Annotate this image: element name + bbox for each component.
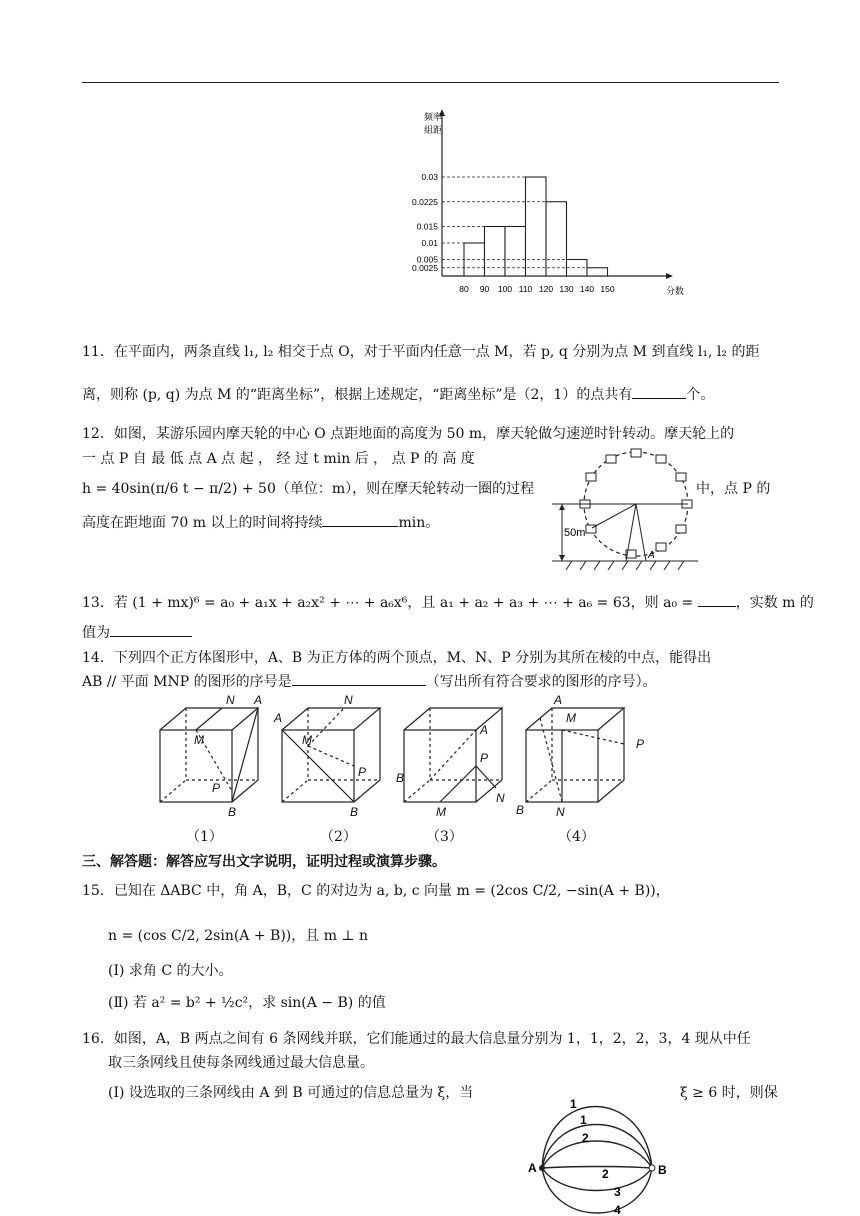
q13-line2-text: 值为	[82, 625, 110, 641]
y-tick-label: 0.03	[421, 172, 438, 182]
svg-text:B: B	[228, 805, 237, 819]
y-tick-label: 0.0025	[412, 262, 438, 273]
cube-caption-4: （4）	[558, 829, 595, 845]
svg-text:P: P	[358, 765, 367, 779]
ferris-wheel-figure	[552, 446, 698, 576]
q13-line1-end: ，实数 m 的	[735, 595, 814, 611]
y-tick-label: 0.005	[416, 254, 438, 265]
svg-text:N: N	[226, 693, 235, 707]
svg-text:B: B	[350, 805, 359, 819]
q15-part2: (Ⅱ) 若 a² = b² + ½c²，求 sin(A − B) 的值	[108, 995, 386, 1011]
wire-label-1a: 1	[570, 1097, 577, 1111]
q12-line4-end: min。	[398, 515, 440, 531]
svg-text:P: P	[212, 781, 221, 795]
svg-text:A: A	[480, 723, 489, 737]
svg-text:B: B	[396, 771, 405, 785]
q14-line2-end: （写出所有符合要求的图形的序号）。	[425, 674, 657, 690]
svg-text:A: A	[554, 693, 563, 707]
wire-label-2a: 2	[582, 1131, 589, 1145]
y-tick-label: 0.0225	[412, 196, 438, 207]
network-figure	[526, 1094, 696, 1216]
q16-line3: (Ⅰ) 设选取的三条网线由 A 到 B 可通过的信息总量为 ξ，当	[108, 1085, 474, 1101]
q14-line2-text: AB // 平面 MNP 的图形的序号是	[82, 674, 292, 690]
q15-line2: n = (cos C/2, 2sin(A + B))，且 m ⊥ n	[108, 928, 369, 944]
q16-line1: 16．如图，A，B 两点之间有 6 条网线并联，它们能通过的最大信息量分别为 1，1，2，2，3，4 现从中任	[82, 1031, 751, 1047]
cube-2	[282, 708, 380, 802]
q11-line2	[82, 384, 779, 406]
x-tick-label: 110	[518, 284, 533, 294]
q14-line1: 14．下列四个正方体图形中，A、B 为正方体的两个顶点，M、N、P 分别为其所在棱的中点，能得出	[82, 650, 712, 666]
q11-line1: 11．在平面内，两条直线 l₁, l₂ 相交于点 O，对于平面内任意一点 M，若 p, q 分别为点 M 到直线 l₁, l₂ 的距	[82, 344, 760, 360]
header-rule	[82, 82, 779, 83]
q12-line1: 12．如图，某游乐园内摩天轮的中心 O 点距地面的高度为 50 m，摩天轮做匀速逆时针转动。摩天轮上的	[82, 426, 735, 442]
q16-line2: 取三条网线且使每条网线通过最大信息量。	[108, 1055, 374, 1071]
q15-part1: (Ⅰ) 求角 C 的大小。	[108, 963, 233, 979]
frequency-histogram	[396, 106, 686, 298]
q11-line2-end: 个。	[686, 387, 715, 403]
q13-m-blank[interactable]	[110, 622, 192, 637]
svg-text:P: P	[636, 737, 645, 751]
x-axis-arrow	[666, 273, 673, 279]
wire-label-2b: 2	[602, 1167, 609, 1181]
node-b-label: B	[658, 1163, 667, 1177]
svg-text:B: B	[516, 803, 525, 817]
x-tick-label: 140	[579, 284, 595, 294]
svg-text:N: N	[496, 791, 505, 805]
y-tick-label: 0.01	[421, 238, 438, 248]
fig-point-a: A	[648, 550, 655, 561]
y-tick-label: 0.015	[416, 221, 438, 232]
x-tick-label: 90	[479, 284, 490, 294]
q13-line2	[82, 622, 779, 644]
q11-line2-text: 离，则称 (p, q) 为点 M 的“距离坐标”，根据上述规定，“距离坐标”是（2，1）的点共有	[82, 387, 633, 403]
q12-line3: h = 40sin(π/6 t − π/2) + 50（单位：m），则在摩天轮转动一圈的过程	[82, 481, 535, 497]
node-a-label: A	[528, 1161, 537, 1175]
fig-height-label: 50m	[564, 527, 586, 539]
histogram-bar	[485, 227, 506, 277]
q13-line1	[82, 592, 814, 614]
section-3-heading: 三、解答题：解答应写出文字说明，证明过程或演算步骤。	[82, 854, 446, 870]
q14-answer-blank[interactable]	[292, 671, 426, 686]
q12-answer-blank[interactable]	[322, 512, 398, 527]
q15-line1: 15．已知在 ΔABC 中，角 A，B，C 的对边为 a, b, c 向量 m = (2cos C/2, −sin(A + B))，	[82, 883, 670, 899]
cube-caption-3: （3）	[426, 829, 463, 845]
cube-caption-2: （2）	[320, 829, 357, 845]
svg-text:N: N	[344, 693, 353, 707]
q13-a0-blank[interactable]	[698, 592, 736, 607]
q12-line3-end: 中，点 P 的	[696, 481, 771, 497]
cube-1	[160, 708, 258, 802]
x-tick-label: 120	[538, 284, 554, 294]
q16-line3-end: ξ ≥ 6 时，则保	[680, 1085, 778, 1101]
q12-line4-text: 高度在距地面 70 m 以上的时间将持续	[82, 515, 323, 531]
y-axis-label-bottom: 組距	[424, 125, 443, 135]
cube-caption-1: （1）	[186, 829, 223, 845]
svg-text:M: M	[194, 733, 204, 747]
y-axis-label-top: 频率	[424, 112, 443, 122]
wire-label-1b: 1	[580, 1113, 587, 1127]
wire-label-3: 3	[614, 1185, 621, 1199]
histogram-bar	[546, 202, 567, 276]
x-axis-label: 分数	[666, 286, 685, 296]
svg-text:M: M	[302, 733, 312, 747]
q12-line2: 一 点 P 自 最 低 点 A 点 起 ， 经 过 t min 后 ， 点 P 的 高 度	[82, 451, 475, 467]
q12-line4	[82, 512, 542, 534]
x-tick-label: 80	[459, 284, 469, 294]
histogram-bar	[587, 268, 608, 276]
x-tick-label: 100	[497, 284, 513, 294]
wire-label-4: 4	[614, 1203, 621, 1216]
svg-text:N: N	[556, 805, 565, 819]
svg-text:M: M	[436, 805, 446, 819]
q13-line1-text: 13．若 (1 + mx)⁶ = a₀ + a₁x + a₂x² + ⋯ + a₆x⁶，且 a₁ + a₂ + a₃ + ⋯ + a₆ = 63，则 a₀ =	[82, 595, 694, 611]
x-tick-label: 150	[600, 284, 615, 294]
svg-text:A: A	[254, 693, 263, 707]
histogram-bar	[526, 177, 547, 276]
x-tick-label: 130	[559, 284, 574, 294]
svg-text:A: A	[274, 711, 283, 725]
svg-text:M: M	[566, 711, 576, 725]
q11-answer-blank[interactable]	[632, 384, 686, 399]
histogram-bar	[505, 227, 526, 277]
svg-text:P: P	[480, 751, 489, 765]
